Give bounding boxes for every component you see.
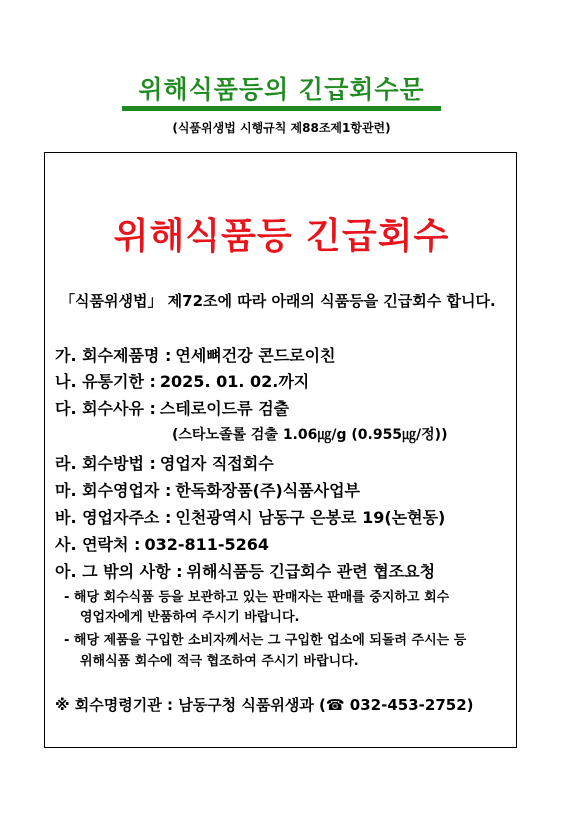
item-value: 인천광역시 남동구 은봉로 19(논현동): [175, 508, 446, 527]
note-seller-line1: - 해당 회수식품 등을 보관하고 있는 판매자는 판매를 중지하고 회수: [64, 590, 450, 605]
item-value: 연세뼈건강 콘드로이친: [175, 346, 336, 365]
item-operator-address: [55, 505, 445, 528]
item-label: 마. 회수영업자 :: [55, 481, 172, 500]
notice-heading: 위해식품등 긴급회수: [113, 216, 450, 257]
item-value: 위해식품등 긴급회수 관련 협조요청: [186, 562, 436, 581]
item-recall-reason: [55, 396, 289, 419]
note-consumer-line1: - 해당 제품을 구입한 소비자께서는 그 구입한 업소에 되돌려 주시는 등: [64, 633, 467, 648]
item-other-matters: [55, 559, 435, 582]
item-value: 스테로이드류 검출: [159, 399, 290, 418]
document-subtitle: (식품위생법 시행규칙 제88조제1항관련): [172, 121, 391, 135]
item-label: 바. 영업자주소 :: [55, 508, 172, 527]
recall-reason-detail: (스타노졸롤 검출 1.06㎍/g (0.955㎍/정)): [172, 427, 448, 443]
item-label: 라. 회수방법 :: [55, 454, 156, 473]
note-seller-line2: 영업자에게 반품하여 주시기 바랍니다.: [80, 610, 300, 625]
notice-intro: 「식품위생법」 제72조에 따라 아래의 식품등을 긴급회수 합니다.: [60, 292, 496, 310]
item-value: 032-811-5264: [144, 535, 270, 554]
item-business-operator: [55, 478, 360, 501]
item-recall-method: [55, 451, 274, 474]
item-value: 한독화장품(주)식품사업부: [175, 481, 361, 500]
item-value: 영업자 직접회수: [159, 454, 274, 473]
item-value: 2025. 01. 02.까지: [159, 372, 310, 391]
item-label: 나. 유통기한 :: [55, 372, 156, 391]
item-label: 다. 회수사유 :: [55, 399, 156, 418]
item-label: 사. 연락처 :: [55, 535, 141, 554]
document-title: 위해식품등의 긴급회수문: [138, 75, 425, 104]
issuing-authority: ※ 회수명령기관 : 남동구청 식품위생과 (☎ 032-453-2752): [55, 696, 474, 714]
item-contact: [55, 532, 269, 555]
item-label: 아. 그 밖의 사항 :: [55, 562, 183, 581]
item-product-name: [55, 343, 336, 366]
note-consumer-line2: 위해식품 회수에 적극 협조하여 주시기 바랍니다.: [80, 654, 359, 669]
item-label: 가. 회수제품명 :: [55, 346, 172, 365]
item-expiry-date: [55, 369, 309, 392]
title-underline: [122, 106, 441, 111]
